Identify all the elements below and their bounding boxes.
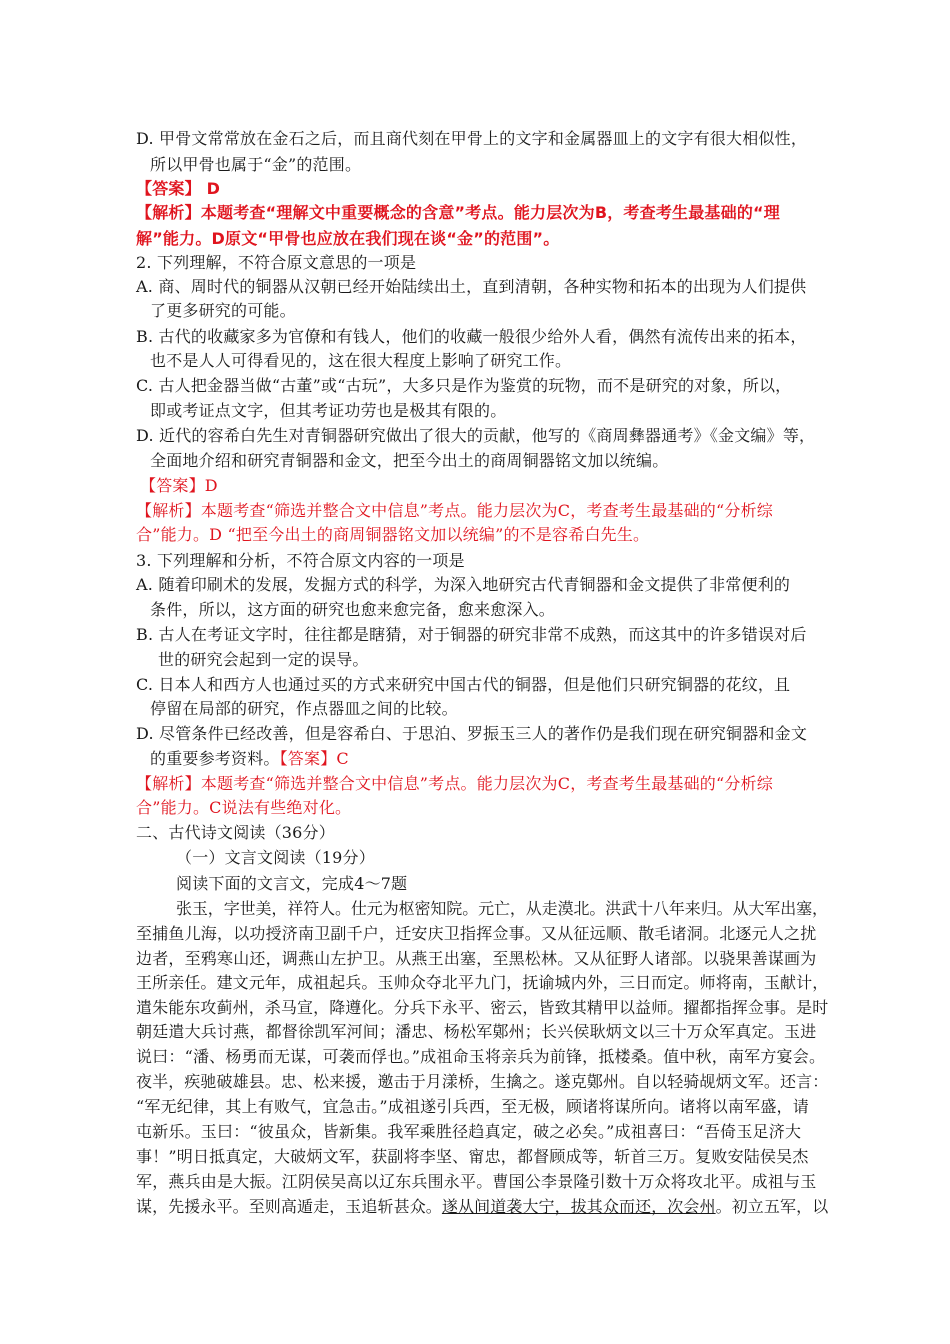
passage-underlined-sentence: 遂从间道袭大宁，拔其众而还，次会州: [441, 1197, 716, 1216]
q1-answer: 【答案】 D: [136, 179, 221, 198]
q2-option-b-line1: B. 古代的收藏家多为官僚和有钱人，他们的收藏一般很少给外人看，偶然有流传出来的拓本，: [136, 327, 807, 346]
q2-option-b-line2: 也不是人人可得看见的，这在很大程度上影响了研究工作。: [150, 351, 572, 370]
q1-analysis-line1: 【解析】本题考查“理解文中重要概念的含意”考点。能力层次为B，考查考生最基础的“理: [136, 203, 780, 222]
reading-instruction: 阅读下面的文言文，完成4～7题: [176, 874, 408, 893]
q3-option-d-line2: [150, 748, 349, 770]
q3-option-a-line2: 条件，所以，这方面的研究也愈来愈完备，愈来愈深入。: [150, 600, 556, 619]
q3-option-d-line2-text: 的重要参考资料。: [150, 749, 280, 768]
q3-analysis-line1: 【解析】本题考查“筛选并整合文中信息”考点。能力层次为C，考查考生最基础的“分析综: [136, 774, 773, 793]
passage-line: 遣朱能东攻蓟州，杀马宣，降遵化。分兵下永平、密云，皆致其精甲以益师。擢都指挥佥事。是时: [136, 998, 829, 1017]
passage-line: 至捕鱼儿海，以功授济南卫副千户，迁安庆卫指挥佥事。又从征远顺、散毛诸洞。北逐元人之扰: [136, 924, 817, 943]
q2-option-d-line2: 全面地介绍和研究青铜器和金文，把至今出土的商周铜器铭文加以统编。: [150, 451, 669, 470]
passage-line-tail: 。初立五军，以: [715, 1197, 829, 1216]
q3-analysis-line2: 合”能力。C说法有些绝对化。: [136, 798, 352, 817]
passage-line: 张玉，字世美，祥符人。仕元为枢密知院。元亡，从走漠北。洪武十八年来归。从大军出塞，: [176, 899, 828, 918]
passage-line: 军，燕兵由是大振。江阴侯吴高以辽东兵围永平。曹国公李景隆引数十万众将攻北平。成祖与玉: [136, 1172, 817, 1191]
q3-answer: 【答案】C: [279, 749, 349, 768]
passage-line: 王所亲任。建文元年，成祖起兵。玉帅众夺北平九门，抚谕城内外，三日而定。师将南，玉献计，: [136, 973, 829, 992]
passage-line: 边者，至鸦寒山还，调燕山左护卫。从燕王出塞，至黑松林。又从征野人诸部。以骁果善谋画为: [136, 949, 817, 968]
passage-line: 朝廷遣大兵讨燕，都督徐凯军河间；潘忠、杨松军鄚州；长兴侯耿炳文以三十万众军真定。玉进: [136, 1022, 817, 1041]
q3-option-c-line2: 停留在局部的研究，作点器皿之间的比较。: [150, 699, 458, 718]
q2-option-a-line1: A. 商、周时代的铜器从汉朝已经开始陆续出土，直到清朝，各种实物和拓本的出现为人们提供: [136, 277, 807, 296]
q2-option-d-line1: D. 近代的容希白先生对青铜器研究做出了很大的贡献，他写的《商周彝器通考》《金文编》等，: [136, 426, 816, 445]
q1-analysis-line2: 解”能力。D原文“甲骨也应放在我们现在谈“金”的范围”。: [136, 229, 560, 248]
passage-line: 事！”明日抵真定，大破炳文军，获副将李坚、甯忠，都督顾成等，斩首三万。复败安陆侯吴杰: [136, 1147, 809, 1166]
section-title: 二、古代诗文阅读（36分）: [136, 823, 335, 842]
passage-line: 说曰：“潘、杨勇而无谋，可袭而俘也。”成祖命玉将亲兵为前锋，抵楼桑。值中秋，南军方宴会。: [136, 1047, 826, 1066]
q2-option-c-line2: 即或考证点文字，但其考证功劳也是极其有限的。: [150, 401, 507, 420]
q3-option-a-line1: A. 随着印刷术的发展，发掘方式的科学，为深入地研究古代青铜器和金文提供了非常便利的: [136, 575, 791, 594]
q3-option-b-line1: B. 古人在考证文字时，往往都是瞎猜，对于铜器的研究非常不成熟，而这其中的许多错误对后: [136, 625, 807, 644]
q2-option-c-line1: C. 古人把金器当做“古董”或“古玩”，大多只是作为鉴赏的玩物，而不是研究的对象，所以，: [136, 376, 792, 395]
q2-analysis-line1: 【解析】本题考查“筛选并整合文中信息”考点。能力层次为C，考查考生最基础的“分析综: [136, 501, 773, 520]
q1-option-d-line1: D. 甲骨文常常放在金石之后，而且商代刻在甲骨上的文字和金属器皿上的文字有很大相似性，: [136, 129, 808, 148]
q1-option-d-line2: 所以甲骨也属于“金”的范围。: [150, 155, 362, 174]
q3-option-d-line1: D. 尽管条件已经改善，但是容希白、于思泊、罗振玉三人的著作仍是我们现在研究铜器和金文: [136, 724, 808, 743]
q2-analysis-line2: 合”能力。D “把至今出土的商周铜器铭文加以统编”的不是容希白先生。: [136, 525, 650, 544]
passage-line: 夜半，疾驰破雄县。忠、松来援，邀击于月漾桥，生擒之。遂克鄚州。自以轻骑觇炳文军。还言：: [136, 1072, 829, 1091]
passage-line-last: [136, 1196, 828, 1218]
passage-line-text: 谋，先援永平。至则高遁走，玉追斩甚众。: [136, 1197, 442, 1216]
q3-option-c-line1: C. 日本人和西方人也通过买的方式来研究中国古代的铜器，但是他们只研究铜器的花纹，且: [136, 675, 791, 694]
subsection-title: （一）文言文阅读（19分）: [176, 848, 375, 867]
passage-line: “军无纪律，其上有败气，宜急击。”成祖遂引兵西，至无极，顾诸将谋所向。诸将以南军盛，请: [136, 1097, 809, 1116]
q3-stem: 3. 下列理解和分析，不符合原文内容的一项是: [136, 551, 465, 570]
passage-line: 屯新乐。玉曰：“彼虽众，皆新集。我军乘胜径趋真定，破之必矣。”成祖喜曰：“吾倚玉足济大: [136, 1122, 802, 1141]
q3-option-b-line2: 世的研究会起到一定的误导。: [158, 650, 369, 669]
q2-stem: 2. 下列理解，不符合原文意思的一项是: [136, 253, 417, 272]
q2-option-a-line2: 了更多研究的可能。: [150, 301, 296, 320]
q2-answer: 【答案】D: [140, 476, 218, 495]
